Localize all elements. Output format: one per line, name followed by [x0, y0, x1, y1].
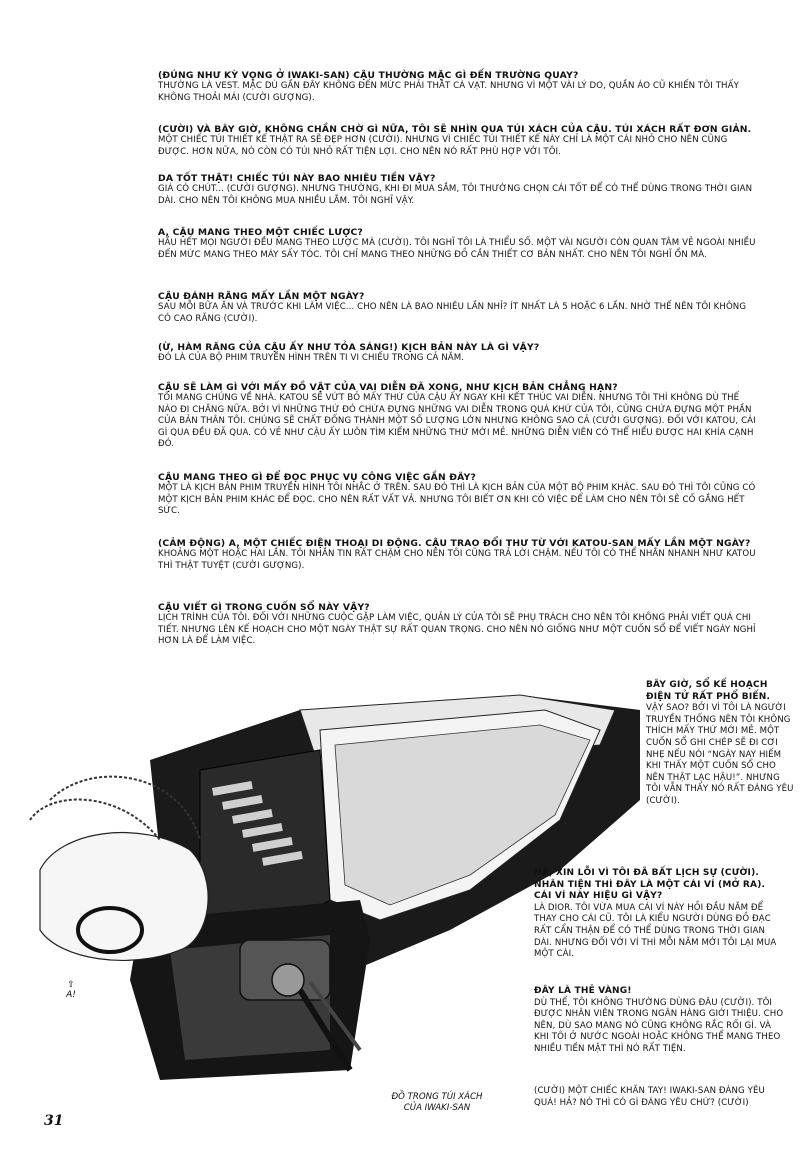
answer: SAU MỖI BỮA ĂN VÀ TRƯỚC KHI LÀM VIỆC... CHO NÊN LÀ BAO NHIÊU LẦN NHỈ? ÍT NHẤT LÀ 5 HOẶC 6 LẦN. NHỜ THẾ NÊN TÔI KHÔNG CÓ CAO RĂNG (CƯỜI). [158, 302, 747, 324]
qa-item [158, 173, 758, 207]
sidebar-qa-item [534, 868, 784, 961]
qa-item [158, 70, 758, 104]
qa-item [158, 602, 758, 648]
sidebar-qa-item [534, 1086, 784, 1109]
qa-item [158, 124, 758, 158]
qa-item [158, 382, 758, 451]
answer: HẦU HẾT MỌI NGƯỜI ĐỀU MANG THEO LƯỢC MÀ (CƯỜI). TÔI NGHĨ TÔI LÀ THIỂU SỐ. MỘT VÀI NGƯỜI CÒN QUAN TÂM VẺ NGOÀI NHIỀU ĐẾN MỨC MANG THEO MÁY SẤY TÓC. TÔI CHỈ MANG THEO NHỮNG ĐỒ CẦN THIẾT CƠ BẢN NHẤT. CHO NÊN TÔI NGHĨ ỔN MÀ. [158, 238, 756, 260]
question: CẬU ĐÁNH RĂNG MẤY LẦN MỘT NGÀY? [158, 291, 365, 302]
answer: MỘT LÀ KỊCH BẢN PHIM TRUYỀN HÌNH TÔI NHẮC Ở TRÊN. SAU ĐÓ THÌ LÀ KỊCH BẢN CỦA MỘT BỘ PHIM KHÁC. SAU ĐÓ THÌ TÔI CŨNG CÓ MỘT KỊCH BẢN PHIM KHÁC ĐỂ ĐỌC. CHO NÊN RẤT VẤT VẢ. NHƯNG TÔI BIẾT ƠN KHI CÓ VIỆC ĐỂ LÀM CHO NÊN TÔI SẼ CỐ GẮNG HẾT SỨC. [158, 483, 756, 516]
sidebar-qa-item [646, 680, 796, 808]
question: (CƯỜI) VÀ BÂY GIỜ, KHÔNG CHẦN CHỜ GÌ NỮA, TÔI SẼ NHÌN QUA TÚI XÁCH CỦA CẬU. TÚI XÁCH RẤT ĐƠN GIẢN. [158, 124, 752, 135]
answer: KHOẢNG MỘT HOẶC HAI LẦN. TÔI NHẮN TIN RẤT CHẬM CHO NÊN TÔI CŨNG TRẢ LỜI CHẬM. NẾU TÔI CÓ THỂ NHẮN NHANH NHƯ KATOU THÌ THẬT TUYỆT (CƯỜI GƯỢNG). [158, 549, 756, 571]
qa-item [158, 342, 758, 365]
answer: ĐÓ LÀ CỦA BỘ PHIM TRUYỀN HÌNH TRÊN TI VI CHIẾU TRONG CẢ NĂM. [158, 353, 465, 363]
answer: (CƯỜI) MỘT CHIẾC KHĂN TAY! IWAKI-SAN ĐÁNG YÊU QUÁ! HẢ? NÓ THÌ CÓ GÌ ĐÁNG YÊU CHỨ? (CƯỜI) [534, 1086, 765, 1108]
question: BÂY GIỜ, SỔ KẾ HOẠCH ĐIỆN TỬ RẤT PHỔ BIẾN. [646, 680, 771, 702]
question: (CẢM ĐỘNG) A, MỘT CHIẾC ĐIỆN THOẠI DI ĐỘNG. CẬU TRAO ĐỔI THƯ TỪ VỚI KATOU-SAN MẤY LẦN MỘT NGÀY? [158, 538, 751, 549]
answer: TÔI MANG CHÚNG VỀ NHÀ. KATOU SẼ VỨT BỎ MẤY THỨ CỦA CẬU ẤY NGAY KHI KẾT THÚC VAI DIỄN. NHƯNG TÔI THÌ KHÔNG DÙ THẾ NÀO ĐI CHĂNG NỮA. BỞI VÌ NHỮNG THỨ ĐÓ CHỨA ĐỰNG NHỮNG VAI DIỄN TRONG QUÁ KHỨ CỦA TÔI, CŨNG CHỨA ĐỰNG MỘT PHẦN CỦA BẢN THÂN TÔI. CHÚNG SẼ CHẤT ĐỐNG THÀNH MỘT SỐ LƯỢNG LỚN NHƯNG KHÔNG SAO CẢ (CƯỜI GƯỢNG). ĐỐI VỚI KATOU, CÁI GÌ QUA ĐỀU ĐÃ QUA. CÓ VẺ NHƯ CẬU ẤY LUÔN TÌM KIẾM NHỮNG THỨ MỚI MẺ. NHỮNG DIỄN VIÊN CÓ THỂ HIỂU ĐƯỢC HAI KHÍA CẠNH ĐÓ. [158, 393, 756, 449]
qa-item [158, 291, 758, 325]
answer: VẬY SAO? BỞI VÌ TÔI LÀ NGƯỜI TRUYỀN THỐNG NÊN TÔI KHÔNG THÍCH MẤY THỨ MỚI MẺ. MỘT CUỐN SỔ GHI CHÉP SẼ ĐI CƠI NHẸ NẾU NÓI “NGÀY NAY HIẾM KHI THẤY MỘT CUỐN SỔ CHO NÊN THẬT LẠC HẬU!”. NHƯNG TÔI VẪN THẤY NÓ RẤT ĐÁNG YÊU (CƯỜI). [646, 703, 794, 806]
answer: LỊCH TRÌNH CỦA TÔI. ĐỐI VỚI NHỮNG CUỘC GẶP LÀM VIỆC, QUẢN LÝ CỦA TÔI SẼ PHỤ TRÁCH CHO NÊN TÔI KHÔNG PHẢI VIẾT QUÁ CHI TIẾT. NHƯNG LÊN KẾ HOẠCH CHO MỘT NGÀY THẬT SỰ RẤT QUAN TRỌNG. CHO NÊN NÓ GIỐNG NHƯ MỘT CUỐN SỔ ĐỂ VIẾT NGÀY NGHỈ HƠN LÀ ĐỂ LÀM VIỆC. [158, 613, 756, 646]
answer: DÙ THẾ, TÔI KHÔNG THƯỜNG DÙNG ĐÂU (CƯỜI). TÔI ĐƯỢC NHÂN VIÊN TRONG NGÂN HÀNG GIỚI THIỆU. CHO NÊN, DÙ SAO MANG NÓ CŨNG KHÔNG RẮC RỐI GÌ. VÀ KHI TÔI Ở NƯỚC NGOÀI HOẶC KHÔNG THỂ MANG THEO NHIỀU TIỀN MẶT THÌ NÓ RẤT TIỆN. [534, 997, 784, 1054]
question: (Ừ, HÀM RĂNG CỦA CẬU ẤY NHƯ TỎA SÁNG!) KỊCH BẢN NÀY LÀ GÌ VẬY? [158, 342, 540, 353]
question: HẢ, XIN LỖI VÌ TÔI ĐÃ BẤT LỊCH SỰ (CƯỜI). NHÂN TIỆN THÌ ĐÂY LÀ MỘT CÁI VÍ (MỞ RA). CÁI VÍ NÀY HIỆU GÌ VẬY? [534, 868, 766, 902]
arrow-up-icon: ⇧ [67, 980, 75, 990]
qa-item [158, 472, 758, 518]
page-number: 31 [44, 1113, 64, 1129]
question: ĐÂY LÀ THẺ VÀNG! [534, 986, 632, 996]
illustration-caption: ĐỒ TRONG TÚI XÁCH CỦA IWAKI-SAN [391, 1092, 483, 1113]
answer: MỘT CHIẾC TÚI THIẾT KẾ THẬT RA SẼ ĐẸP HƠN (CƯỜI). NHƯNG VÌ CHIẾC TÚI THIẾT KẾ NÀY CHỈ LÀ MỘT CÁI NHỎ CHO NÊN CŨNG ĐƯỢC. HƠN NỮA, NÓ CÒN CÓ TÚI NHỎ RẤT TIỆN LỢI. CHO NÊN NÓ RẤT PHÙ HỢP VỚI TÔI. [158, 135, 728, 157]
question: (ĐÚNG NHƯ KỲ VỌNG Ở IWAKI-SAN) CẬU THƯỜNG MẶC GÌ ĐẾN TRƯỜNG QUAY? [158, 70, 579, 81]
arrow-label: A! [66, 990, 76, 1000]
question: CẬU MANG THEO GÌ ĐỂ ĐỌC PHỤC VỤ CÔNG VIỆC GẦN ĐÂY? [158, 472, 476, 483]
sidebar-qa-item [534, 986, 784, 1056]
answer: LÀ DIOR. TÔI VỪA MUA CÁI VÍ NÀY HỒI ĐẦU NĂM ĐỂ THAY CHO CÁI CŨ. TÔI LÀ KIỂU NGƯỜI DÙNG ĐỒ ĐẠC RẤT CẨN THẬN ĐỂ CÓ THỂ DÙNG TRONG THỜI GIAN DÀI. NHƯNG ĐỐI VỚI VÍ THÌ MỖI NĂM MỚI TÔI LẠI MUA MỘT CÁI. [534, 902, 777, 960]
answer: GIÁ CÓ CHÚT... (CƯỜI GƯỢNG). NHƯNG THƯỜNG, KHI ĐI MUA SẮM, TÔI THƯỜNG CHỌN CÁI TỐT ĐỂ CÓ THỂ DÙNG TRONG THỜI GIAN DÀI. CHO NÊN TÔI KHÔNG MUA NHIỀU LẮM. TÔI NGHĨ VẬY. [158, 184, 753, 206]
question: DA TỐT THẬT! CHIẾC TÚI NÀY BAO NHIÊU TIỀN VẬY? [158, 173, 436, 184]
qa-item [158, 227, 758, 261]
qa-item [158, 538, 758, 572]
question: CẬU VIẾT GÌ TRONG CUỐN SỔ NÀY VẬY? [158, 602, 370, 613]
exclamation-annotation [58, 980, 84, 1000]
answer: THƯỜNG LÀ VEST. MẶC DÙ GẦN ĐÂY KHÔNG ĐẾN MỨC PHẢI THẮT CÀ VẠT. NHƯNG VÌ MỘT VÀI LÝ DO, QUẦN ÁO CŨ KHIẾN TÔI THẤY KHÔNG THOẢI MÁI (CƯỜI GƯỢNG). [158, 81, 739, 103]
question: A, CẬU MANG THEO MỘT CHIẾC LƯỢC? [158, 227, 363, 238]
question: CẬU SẼ LÀM GÌ VỚI MẤY ĐỒ VẬT CỦA VAI DIỄN ĐÃ XONG, NHƯ KỊCH BẢN CHẲNG HẠN? [158, 382, 618, 393]
